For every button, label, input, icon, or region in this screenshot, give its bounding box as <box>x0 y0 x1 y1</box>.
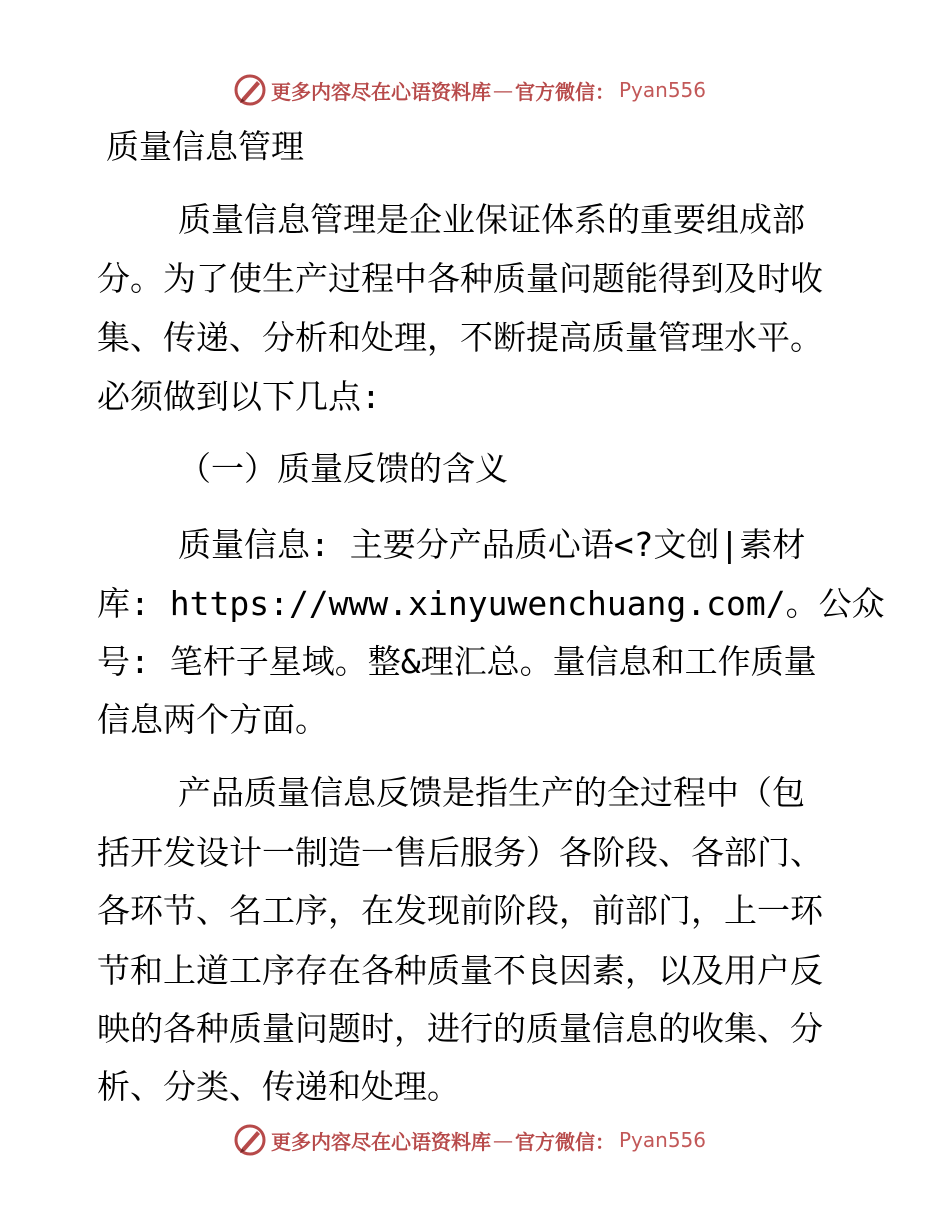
banner-separator: — <box>493 78 513 102</box>
paragraph-3-line: 各环节、名工序，在发现前阶段，前部门，上一环 <box>97 891 823 930</box>
banner-text: 更多内容尽在心语资料库 <box>271 1129 491 1154</box>
paragraph-3-line: 括开发设计一制造一售后服务）各阶段、各部门、 <box>97 833 823 872</box>
paragraph-2-line: 号: 笔杆子星域。整&理汇总。量信息和工作质量 <box>97 642 817 681</box>
header-banner <box>233 72 706 108</box>
banner-wechat-id: Pyan556 <box>619 78 707 102</box>
paragraph-2-line: 质量信息: 主要分产品质心语<?文创|素材 <box>178 525 806 564</box>
paragraph-2-line: 信息两个方面。 <box>97 700 328 739</box>
paragraph-2-line: 库: https://www.xinyuwenchuang.com/。公众 <box>97 584 885 623</box>
paragraph-3-line: 产品质量信息反馈是指生产的全过程中（包 <box>178 773 805 812</box>
document-title: 质量信息管理 <box>106 127 304 166</box>
paragraph-1-line: 质量信息管理是企业保证体系的重要组成部 <box>178 200 805 239</box>
pen-logo-icon <box>233 1123 267 1157</box>
pen-logo-icon <box>233 73 267 107</box>
banner-wechat-label: 官方微信： <box>515 1129 615 1154</box>
paragraph-1-line: 必须做到以下几点: <box>97 377 381 416</box>
banner-wechat-label: 官方微信： <box>515 79 615 104</box>
banner-wechat-id: Pyan556 <box>619 1128 707 1152</box>
section-heading: （一）质量反馈的含义 <box>178 449 508 488</box>
banner-separator: — <box>493 1128 513 1152</box>
paragraph-3-line: 节和上道工序存在各种质量不良因素，以及用户反 <box>97 951 823 990</box>
paragraph-1-line: 分。为了使生产过程中各种质量问题能得到及时收 <box>97 259 823 298</box>
banner-text: 更多内容尽在心语资料库 <box>271 79 491 104</box>
paragraph-3-line: 映的各种质量问题时，进行的质量信息的收集、分 <box>97 1009 823 1048</box>
footer-banner <box>233 1122 706 1158</box>
paragraph-3-line: 析、分类、传递和处理。 <box>97 1067 460 1106</box>
paragraph-1-line: 集、传递、分析和处理，不断提高质量管理水平。 <box>97 318 823 357</box>
